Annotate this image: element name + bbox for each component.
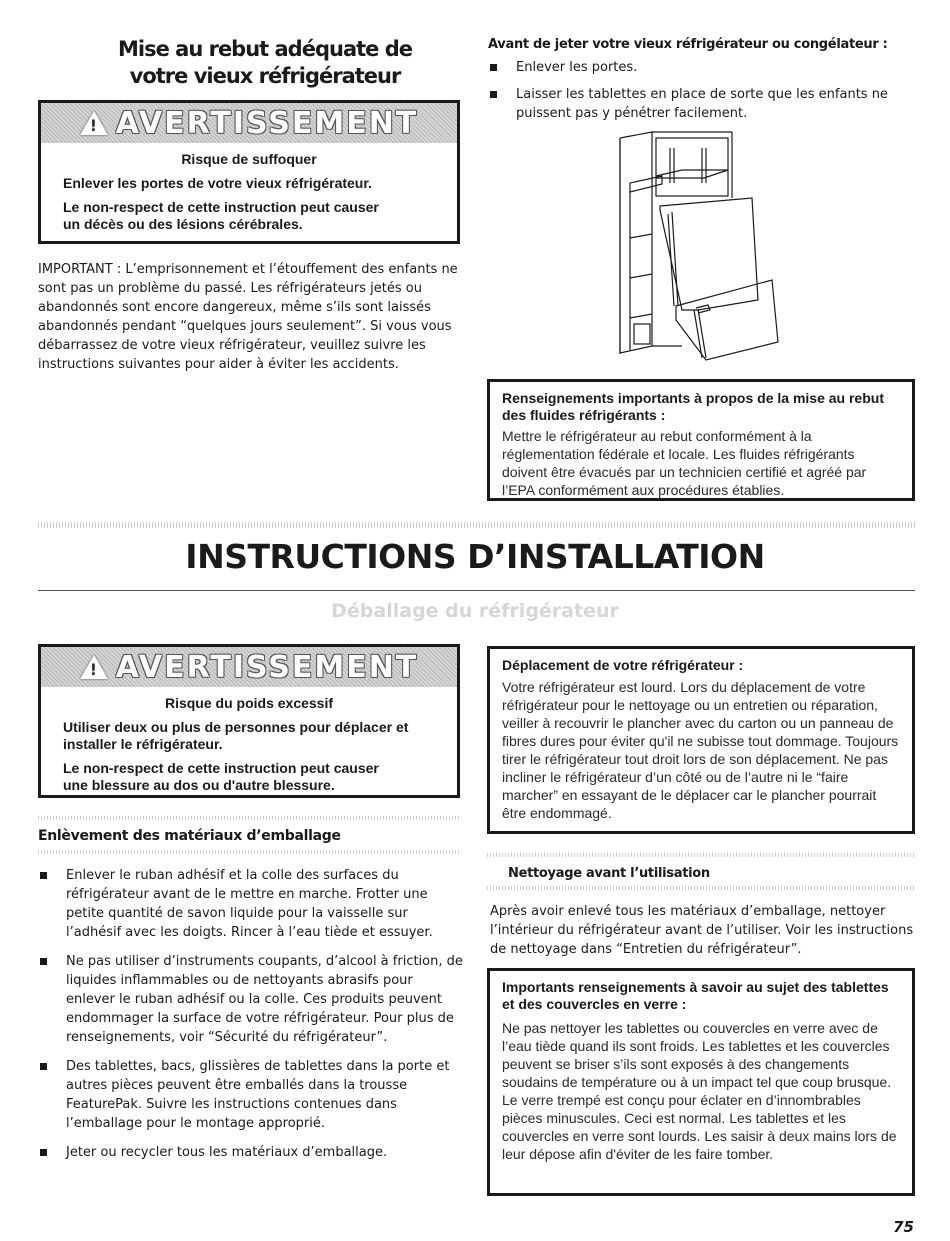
warning-subtitle: Risque de suffoquer bbox=[181, 151, 317, 167]
packaging-removal-list bbox=[38, 866, 463, 1162]
moving-info-box bbox=[487, 646, 915, 834]
weight-warning-box bbox=[38, 644, 460, 798]
cleaning-text: Après avoir enlevé tous les matériaux d’emballage, nettoyer l’intérieur du réfrigérateur avant de l’utiliser. Voir les instructions de nettoyage dans “Entretien du réfrigérateur”. bbox=[490, 904, 914, 957]
warning-line-2: Le non-respect de cette instruction peut causer un décès ou des lésions cérébrales. bbox=[63, 199, 379, 232]
refrigerant-info-box bbox=[487, 379, 915, 501]
warning-header-label: AVERTISSEMENT bbox=[115, 649, 419, 685]
important-paragraph: IMPORTANT : L’emprisonnement et l’étouffement des enfants ne sont pas un problème du passé. Les réfrigérateurs jetés ou abandonnés sont encore dangereux, même s’ils sont laissés abandonnés pendant “quelques jours seulement”. Si vous vous débarrassez de votre vieux réfrigérateur, veuillez suivre les instructions suivantes pour aider à éviter les accidents. bbox=[38, 262, 458, 372]
section-separator bbox=[487, 886, 915, 890]
warning-triangle-icon bbox=[80, 655, 108, 679]
warning-header bbox=[41, 647, 457, 687]
warning-line-1: Utiliser deux ou plus de personnes pour déplacer et installer le réfrigérateur. bbox=[63, 719, 409, 752]
cleaning-heading: Nettoyage avant l’utilisation bbox=[508, 866, 710, 881]
warning-subtitle: Risque du poids excessif bbox=[164, 695, 334, 711]
warning-header bbox=[41, 103, 457, 143]
list-item: Laisser les tablettes en place de sorte que les enfants ne puissent pas y pénétrer facilement. bbox=[488, 85, 898, 123]
glass-info-title: Importants renseignements à savoir au sujet des tablettes et des couvercles en verre : bbox=[502, 979, 889, 1012]
warning-triangle-icon bbox=[80, 111, 108, 135]
unpacking-subtitle: Déballage du réfrigérateur bbox=[331, 600, 619, 622]
refrigerator-doors-removed-illustration bbox=[612, 128, 792, 368]
warning-line-1: Enlever les portes de votre vieux réfrigérateur. bbox=[63, 175, 372, 191]
glass-info-text: Ne pas nettoyer les tablettes ou couvercles en verre avec de l’eau tiède quand ils sont froids. Les tablettes et les couvercles peuvent se briser s’ils sont exposés à des changements soudains de température ou à un impact tel que coup brusque. Le verre trempé est conçu pour éclater en d’innombrables pièces minuscules. Ceci est normal. Les tablettes et les couvercles en verre sont lourds. Les saisir à deux mains lors de leur dépose afin d'éviter de les faire tomber. bbox=[502, 1020, 897, 1162]
list-item: Enlever le ruban adhésif et la colle des surfaces du réfrigérateur avant de le mettre en marche. Frotter une petite quantité de savon liquide pour la vaisselle sur l’adhésif avec les doigts. Rincer à l’eau tiède et essuyer. bbox=[38, 866, 463, 942]
section-separator bbox=[38, 816, 460, 820]
list-item: Jeter ou recycler tous les matériaux d’emballage. bbox=[38, 1143, 463, 1162]
disposal-steps-heading: Avant de jeter votre vieux réfrigérateur ou congélateur : bbox=[488, 37, 888, 52]
list-item: Des tablettes, bacs, glissières de tablettes dans la porte et autres pièces peuvent être emballés dans la trousse FeaturePak. Suivre les instructions contenues dans l’emballage pour le montage approprié. bbox=[38, 1057, 463, 1133]
title-rule bbox=[38, 590, 915, 591]
page-number: 75 bbox=[893, 1218, 914, 1236]
disposal-title-line1: Mise au rebut adéquate de bbox=[118, 37, 412, 61]
refrigerant-info-text: Mettre le réfrigérateur au rebut conformément à la réglementation fédérale et locale. Les fluides réfrigérants doivent être évacués par un technicien certifié et agréé par l’EPA conformément aux procédures établies. bbox=[502, 428, 867, 498]
disposal-title bbox=[40, 36, 490, 90]
list-item: Enlever les portes. bbox=[488, 58, 898, 77]
packaging-removal-heading: Enlèvement des matériaux d’emballage bbox=[38, 828, 341, 844]
section-separator bbox=[487, 853, 915, 857]
warning-header-label: AVERTISSEMENT bbox=[115, 105, 419, 141]
disposal-title-line2: votre vieux réfrigérateur bbox=[129, 64, 401, 88]
suffocation-warning-box bbox=[38, 100, 460, 244]
installation-title: INSTRUCTIONS D’INSTALLATION bbox=[185, 537, 765, 576]
moving-info-title: Déplacement de votre réfrigérateur : bbox=[502, 657, 744, 673]
warning-line-2: Le non-respect de cette instruction peut causer une blessure au dos ou d'autre blessure. bbox=[63, 760, 379, 793]
refrigerant-info-title: Renseignements importants à propos de la mise au rebut des fluides réfrigérants : bbox=[502, 390, 884, 423]
moving-info-text: Votre réfrigérateur est lourd. Lors du déplacement de votre réfrigérateur pour le nettoyage ou un entretien ou réparation, veiller à recouvrir le plancher avec du carton ou un panneau de fibres dures pour éviter qu'il ne subisse tout dommage. Toujours tirer le réfrigérateur tout droit lors de son déplacement. Ne pas incliner le réfrigérateur d’un côté ou de l’autre ni le “faire marcher” en essayant de le déplacer car le plancher pourrait être endommagé. bbox=[502, 679, 899, 821]
disposal-steps-list bbox=[488, 58, 898, 123]
glass-info-box bbox=[487, 968, 915, 1196]
section-separator bbox=[38, 522, 915, 528]
section-separator bbox=[38, 850, 460, 854]
list-item: Ne pas utiliser d’instruments coupants, d’alcool à friction, de liquides inflammables ou de nettoyants abrasifs pour enlever le ruban adhésif ou la colle. Ces produits peuvent endommager la surface de votre réfrigérateur. Pour plus de renseignements, voir “Sécurité du réfrigérateur”. bbox=[38, 952, 463, 1047]
